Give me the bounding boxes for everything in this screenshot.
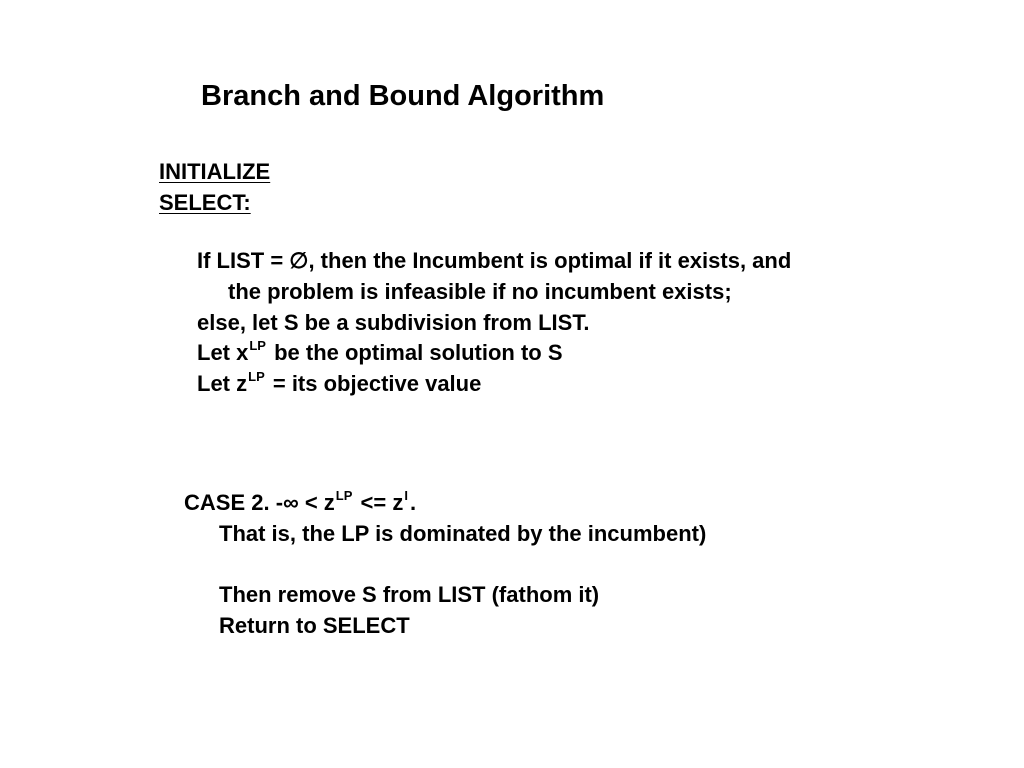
objective-prefix: Let z (197, 371, 248, 396)
select-line-else: else, let S be a subdivision from LIST. (197, 310, 590, 335)
step-select-heading: SELECT: (159, 190, 251, 215)
objective-superscript: LP (248, 369, 265, 384)
select-line-objective-value (197, 369, 482, 396)
case-2-condition (184, 488, 417, 515)
case-condition-lp-superscript: LP (335, 488, 353, 503)
select-line-empty-list: If LIST = ∅, then the Incumbent is optimal if it exists, and (197, 248, 792, 273)
case-condition-incumbent-superscript: I (404, 488, 408, 503)
objective-suffix: = its objective value (266, 371, 482, 396)
select-line-infeasible: the problem is infeasible if no incumbent exists; (228, 279, 732, 304)
slide-title: Branch and Bound Algorithm (201, 80, 605, 112)
case-condition-suffix: . (409, 490, 417, 515)
lp-solution-suffix: be the optimal solution to S (267, 340, 563, 365)
case-2-explanation: That is, the LP is dominated by the incumbent) (219, 521, 707, 546)
case-condition-middle: <= z (354, 490, 404, 515)
lp-solution-prefix: Let x (197, 340, 249, 365)
select-line-lp-solution (197, 338, 563, 365)
step-initialize-heading: INITIALIZE (159, 159, 271, 184)
case-condition-prefix: CASE 2. -∞ < z (184, 490, 335, 515)
case-2-action-return: Return to SELECT (219, 613, 410, 638)
lp-solution-superscript: LP (249, 338, 266, 353)
case-2-action-remove: Then remove S from LIST (fathom it) (219, 582, 600, 607)
